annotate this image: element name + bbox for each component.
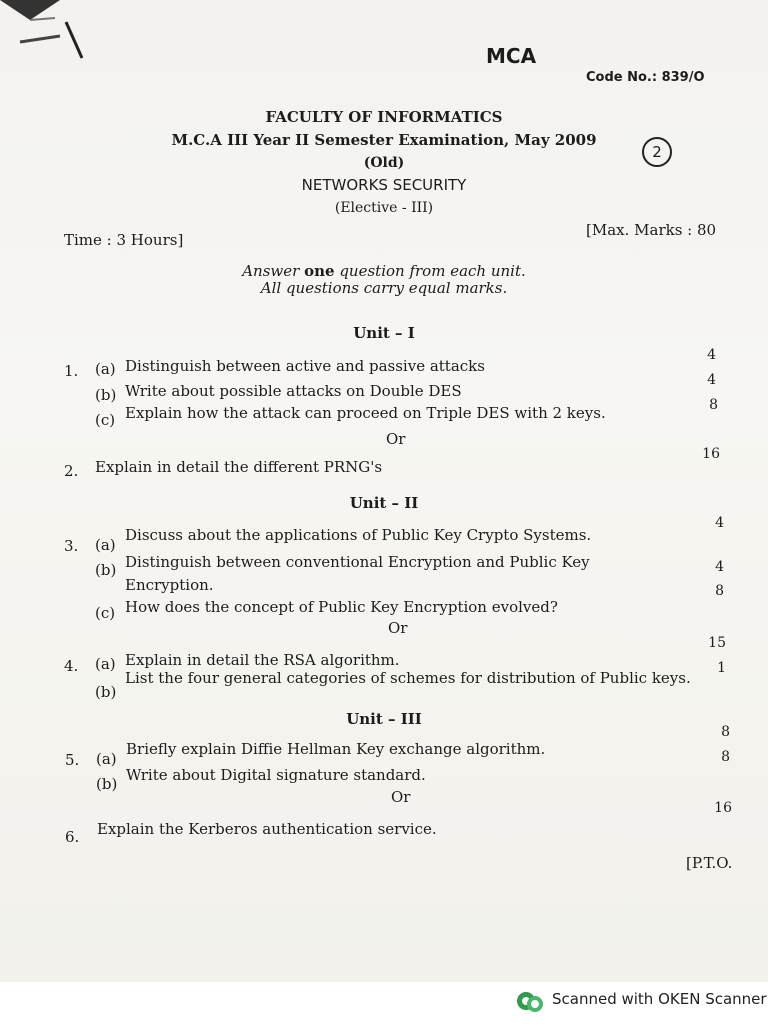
q1-number: 1. xyxy=(64,362,79,380)
q3a-text: Discuss about the applications of Public Key Crypto Systems. xyxy=(125,526,592,544)
q1b-label: (b) xyxy=(95,386,117,404)
q2-marks: 16 xyxy=(702,446,720,462)
q6-text: Explain the Kerberos authentication service. xyxy=(97,820,437,838)
q5a-text: Briefly explain Diffie Hellman Key exchange algorithm. xyxy=(126,740,546,758)
unit-1-heading: Unit – I xyxy=(353,324,415,342)
q3b-marks: 4 xyxy=(715,559,724,575)
q4a-label: (a) xyxy=(95,655,116,673)
q3b-label: (b) xyxy=(95,561,117,579)
q3-number: 3. xyxy=(64,537,79,555)
instruction-line-2: All questions carry equal marks. xyxy=(260,279,508,297)
q3a-label: (a) xyxy=(95,536,116,554)
q5a-label: (a) xyxy=(96,750,117,768)
q4b-label: (b) xyxy=(95,683,117,701)
q2-number: 2. xyxy=(64,462,79,480)
unit-2-heading: Unit – II xyxy=(349,494,419,512)
q4-number: 4. xyxy=(64,657,79,675)
q1c-marks: 8 xyxy=(709,397,718,413)
scanner-watermark-text: Scanned with OKEN Scanner xyxy=(552,990,767,1008)
exam-title: M.C.A III Year II Semester Examination, May 2009 xyxy=(171,131,597,149)
q4b-marks: 1 xyxy=(717,660,726,676)
or-divider-3: Or xyxy=(391,788,411,806)
faculty-title: FACULTY OF INFORMATICS xyxy=(265,108,503,126)
q3c-label: (c) xyxy=(95,604,116,622)
staple-marks xyxy=(0,0,150,90)
q3b-text: Distinguish between conventional Encryption and Public Key xyxy=(125,553,590,571)
q3c-text: How does the concept of Public Key Encryption evolved? xyxy=(125,598,558,616)
q4a-marks: 15 xyxy=(708,635,726,651)
q1b-text: Write about possible attacks on Double DES xyxy=(125,382,462,400)
q5b-marks: 8 xyxy=(721,749,730,765)
q3b-text-cont: Encryption. xyxy=(125,576,214,594)
or-divider-1: Or xyxy=(386,430,406,448)
q6-number: 6. xyxy=(65,828,80,846)
circled-number: 2 xyxy=(642,137,672,167)
max-marks: [Max. Marks : 80 xyxy=(586,221,717,239)
scanner-logo-ring-icon xyxy=(527,996,543,1012)
code-number: Code No.: 839/O xyxy=(586,70,705,85)
instruction-line-1: Answer one question from each unit. xyxy=(242,262,526,280)
old-label: (Old) xyxy=(363,155,405,171)
subject-title: NETWORKS SECURITY xyxy=(301,176,467,194)
or-divider-2: Or xyxy=(388,619,408,637)
q4b-text: List the four general categories of schemes for distribution of Public keys. xyxy=(125,669,691,687)
q2-text: Explain in detail the different PRNG's xyxy=(95,458,383,476)
q4a-text: Explain in detail the RSA algorithm. xyxy=(125,651,400,669)
q5-number: 5. xyxy=(65,751,80,769)
q1a-label: (a) xyxy=(95,360,116,378)
q1c-label: (c) xyxy=(95,411,116,429)
q3a-marks: 4 xyxy=(715,515,724,531)
q5b-label: (b) xyxy=(96,775,118,793)
q1a-text: Distinguish between active and passive attacks xyxy=(125,357,485,375)
q1a-marks: 4 xyxy=(707,347,716,363)
please-turn-over: [P.T.O. xyxy=(686,854,733,872)
q1b-marks: 4 xyxy=(707,372,716,388)
elective-label: (Elective - III) xyxy=(334,200,434,216)
q5a-marks: 8 xyxy=(721,724,730,740)
time-label: Time : 3 Hours] xyxy=(64,231,184,249)
q1c-text: Explain how the attack can proceed on Triple DES with 2 keys. xyxy=(125,404,606,422)
q3c-marks: 8 xyxy=(715,583,724,599)
program-label: MCA xyxy=(486,44,537,68)
q5b-text: Write about Digital signature standard. xyxy=(126,766,426,784)
unit-3-heading: Unit – III xyxy=(346,710,422,728)
q6-marks: 16 xyxy=(714,800,732,816)
